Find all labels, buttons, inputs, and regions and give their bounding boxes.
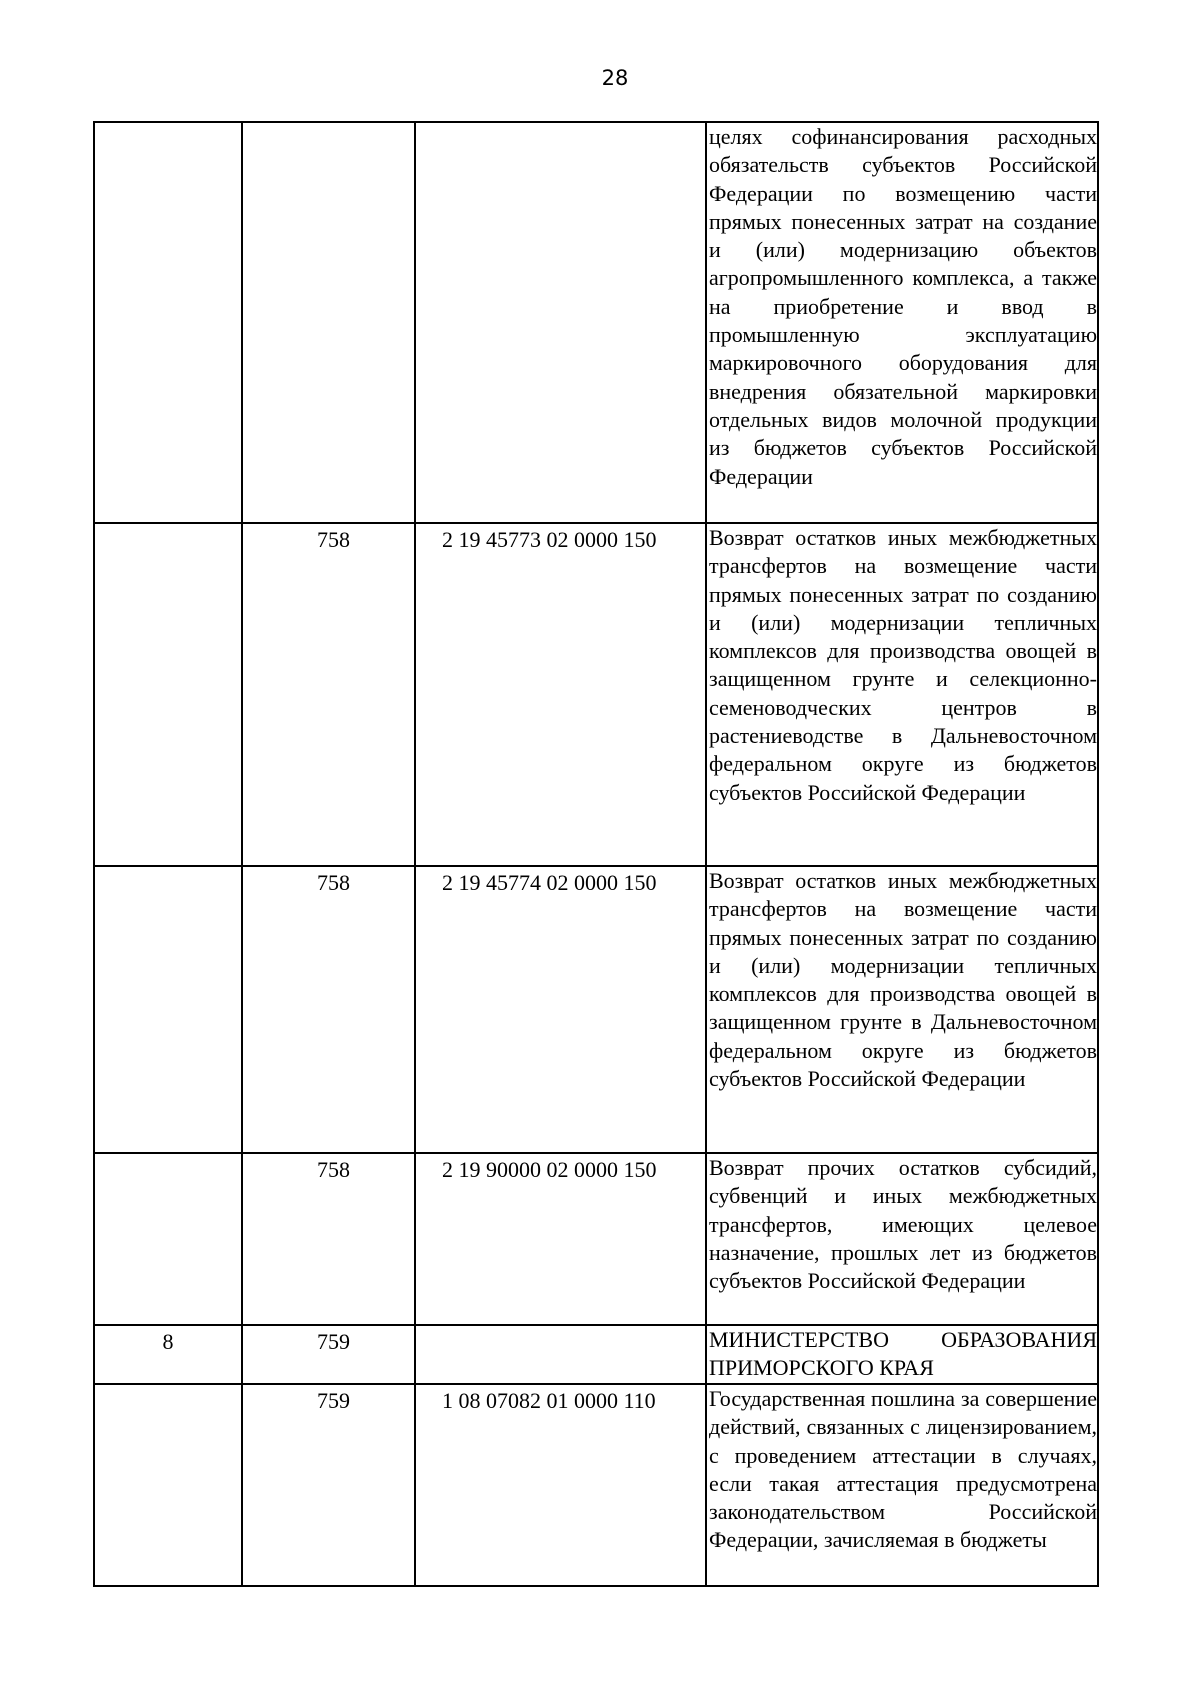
revenue-name-cell: Государственная пошлина за совершение действий, связанных с лицензированием, с проведением аттестации в случаях, если такая аттестация предусмотрена законодательством Российской Федерации, зачисляемая в бюджеты bbox=[706, 1384, 1098, 1586]
table-row bbox=[94, 1153, 1098, 1325]
table-row bbox=[94, 523, 1098, 866]
budget-classification-code-cell bbox=[415, 1325, 706, 1384]
row-number-cell: 8 bbox=[94, 1325, 242, 1384]
budget-classification-code-cell: 2 19 45774 02 0000 150 bbox=[415, 866, 706, 1153]
revenue-codes-table bbox=[93, 121, 1099, 1587]
revenue-name-cell: Возврат остатков иных межбюджетных трансфертов на возмещение части прямых понесенных затрат по созданию и (или) модернизации тепличных комплексов для производства овощей в защищенном грунте и селекционно-семеноводческих центров в растениеводстве в Дальневосточном федеральном округе из бюджетов субъектов Российской Федерации bbox=[706, 523, 1098, 866]
budget-classification-code-cell: 2 19 90000 02 0000 150 bbox=[415, 1153, 706, 1325]
revenue-name-cell: Возврат остатков иных межбюджетных трансфертов на возмещение части прямых понесенных затрат по созданию и (или) модернизации тепличных комплексов для производства овощей в защищенном грунте в Дальневосточном федеральном округе из бюджетов субъектов Российской Федерации bbox=[706, 866, 1098, 1153]
row-number-cell bbox=[94, 122, 242, 523]
table-row bbox=[94, 1384, 1098, 1586]
administrator-code-cell: 759 bbox=[242, 1384, 415, 1586]
budget-classification-code-cell bbox=[415, 122, 706, 523]
table-row bbox=[94, 122, 1098, 523]
administrator-code-cell: 759 bbox=[242, 1325, 415, 1384]
administrator-code-cell bbox=[242, 122, 415, 523]
budget-classification-code-cell: 2 19 45773 02 0000 150 bbox=[415, 523, 706, 866]
page-number: 28 bbox=[601, 66, 629, 90]
administrator-code-cell: 758 bbox=[242, 523, 415, 866]
revenue-name-cell: целях софинансирования расходных обязательств субъектов Российской Федерации по возмещению части прямых понесенных затрат на создание и (или) модернизацию объектов агропромышленного комплекса, а также на приобретение и ввод в промышленную эксплуатацию маркировочного оборудования для внедрения обязательной маркировки отдельных видов молочной продукции из бюджетов субъектов Российской Федерации bbox=[706, 122, 1098, 523]
administrator-code-cell: 758 bbox=[242, 866, 415, 1153]
administrator-code-cell: 758 bbox=[242, 1153, 415, 1325]
row-number-cell bbox=[94, 1384, 242, 1586]
budget-classification-code-cell: 1 08 07082 01 0000 110 bbox=[415, 1384, 706, 1586]
row-number-cell bbox=[94, 1153, 242, 1325]
row-number-cell bbox=[94, 866, 242, 1153]
revenue-name-cell: МИНИСТЕРСТВО ОБРАЗОВАНИЯ ПРИМОРСКОГО КРАЯ bbox=[706, 1325, 1098, 1384]
table-row bbox=[94, 1325, 1098, 1384]
table-row bbox=[94, 866, 1098, 1153]
row-number-cell bbox=[94, 523, 242, 866]
revenue-name-cell: Возврат прочих остатков субсидий, субвенций и иных межбюджетных трансфертов, имеющих целевое назначение, прошлых лет из бюджетов субъектов Российской Федерации bbox=[706, 1153, 1098, 1325]
